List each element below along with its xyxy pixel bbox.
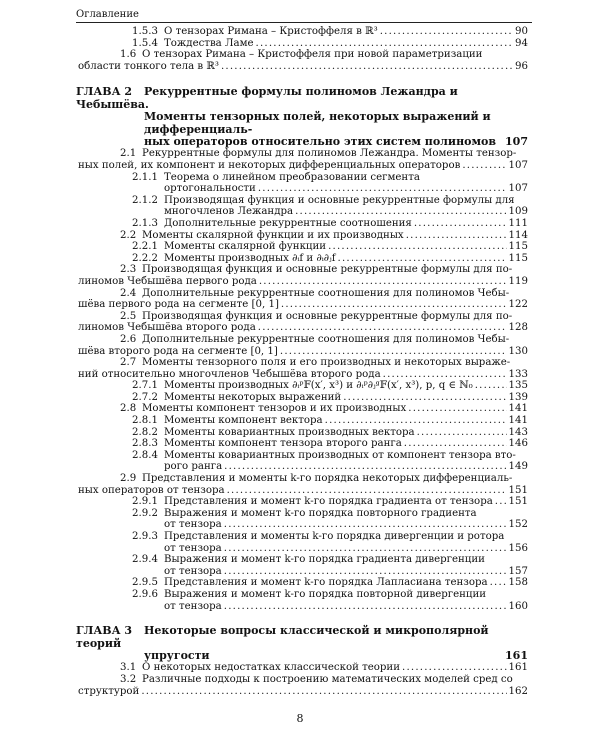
toc-entry-title: ных операторов от тензора — [78, 484, 225, 496]
toc-entry-number: 2.2.2 — [132, 252, 158, 264]
toc-entry[interactable] — [76, 253, 528, 265]
toc-page-number: 114 — [508, 229, 528, 241]
toc-entry[interactable] — [76, 473, 528, 496]
toc-page-number: 109 — [508, 206, 528, 218]
toc-entry[interactable] — [76, 380, 528, 392]
toc-chapter[interactable] — [76, 86, 528, 148]
toc-entry-title: Представления и моменты k-го порядка дивергенции и ротора — [164, 531, 505, 542]
toc-page-number: 156 — [508, 542, 528, 554]
dot-leader — [280, 346, 507, 358]
toc-entry[interactable] — [76, 311, 528, 334]
toc-entry-number: 2.7.2 — [132, 391, 158, 403]
toc-entry-title: от тензора — [164, 519, 222, 531]
dot-leader — [490, 577, 507, 589]
toc-entry-title: шёва второго рода на сегменте [0, 1] — [78, 345, 278, 357]
toc-entry-title: линомов Чебышёва первого рода — [78, 275, 257, 287]
dot-leader — [475, 380, 507, 392]
toc-page-number: 143 — [508, 426, 528, 438]
header-rule — [76, 22, 532, 23]
dot-leader — [343, 392, 506, 404]
toc-entry-number: 2.6 — [120, 333, 137, 345]
toc-entry-title: Рекуррентные формулы полиномов Лежандра и Чебышёва. — [76, 85, 458, 111]
toc-entry-number: 2.5 — [120, 310, 137, 322]
toc-entry-title: Производящая функция и основные рекуррентные формулы для по- — [142, 310, 513, 322]
toc-entry-title: области тонкого тела в ℝ³ — [78, 60, 219, 72]
table-of-contents — [76, 26, 528, 697]
toc-entry-number: 2.9.4 — [132, 554, 158, 566]
toc-page-number: 149 — [508, 461, 528, 473]
toc-entry[interactable] — [76, 218, 528, 230]
toc-page-number: 160 — [508, 600, 528, 612]
toc-entry-title: Дополнительные рекуррентные соотношения для полиномов Чебы- — [142, 333, 510, 345]
toc-page-number: 128 — [508, 322, 528, 334]
toc-entry-title: многочленов Лежандра — [164, 206, 294, 218]
toc-entry-number: ГЛАВА 2 — [76, 85, 133, 99]
toc-entry[interactable] — [76, 496, 528, 508]
toc-page-number: 161 — [508, 662, 528, 674]
toc-entry[interactable] — [76, 403, 528, 415]
toc-entry-title: Различные подходы к построению математических моделей сред со — [142, 673, 513, 685]
toc-entry[interactable] — [76, 241, 528, 253]
toc-entry-number: 2.1.1 — [132, 171, 158, 183]
dot-leader — [406, 230, 507, 242]
toc-chapter[interactable] — [76, 625, 528, 662]
toc-entry-number: 2.7 — [120, 357, 137, 369]
toc-entry-number: 2.8.3 — [132, 438, 158, 450]
toc-entry-title: ний относительно многочленов Чебышёва второго рода — [78, 368, 381, 380]
toc-entry-title: Выражения и момент k-го порядка повторного градиента — [164, 507, 477, 519]
dot-leader — [408, 403, 506, 415]
dot-leader — [295, 206, 506, 218]
dot-leader — [224, 543, 507, 555]
toc-page-number: 96 — [515, 60, 528, 72]
toc-page-number: 111 — [508, 217, 528, 229]
toc-entry-number: 2.2.1 — [132, 241, 158, 253]
dot-leader — [462, 160, 506, 172]
toc-entry-number: 1.5.3 — [132, 26, 158, 37]
toc-entry[interactable] — [76, 392, 528, 404]
toc-entry[interactable] — [76, 589, 528, 612]
toc-entry-title: Представления и моменты k-го порядка некоторых дифференциаль- — [142, 473, 513, 485]
dot-leader — [258, 322, 507, 334]
toc-entry-number: 2.1.3 — [132, 217, 158, 229]
toc-entry[interactable] — [76, 438, 528, 450]
toc-entry-number: 2.1 — [120, 148, 137, 160]
toc-entry[interactable] — [76, 49, 528, 72]
toc-page-number: 135 — [508, 380, 528, 392]
dot-leader — [495, 496, 507, 508]
dot-leader — [221, 61, 513, 73]
dot-leader — [224, 601, 507, 613]
toc-entry-title: Производящая функция и основные рекуррентные формулы для — [164, 194, 515, 206]
toc-entry-title: О тензорах Римана – Кристоффеля при новой параметризации — [142, 49, 483, 61]
toc-entry-number: 2.7.1 — [132, 380, 158, 392]
dot-leader — [224, 519, 507, 531]
toc-entry-title: Представления и момент k-го порядка градиента от тензора — [164, 496, 493, 508]
toc-entry-number: 2.3 — [120, 264, 137, 276]
dot-leader — [259, 276, 507, 288]
toc-entry[interactable] — [76, 674, 528, 697]
toc-entry[interactable] — [76, 357, 528, 380]
toc-page-number: 107 — [508, 160, 528, 171]
toc-entry-number: 1.6 — [120, 49, 137, 61]
toc-entry-title: линомов Чебышёва второго рода — [78, 322, 256, 334]
toc-entry-title: от тензора — [164, 565, 222, 577]
toc-entry-title: шёва первого рода на сегменте [0, 1] — [78, 299, 279, 311]
toc-entry[interactable] — [76, 427, 528, 439]
dot-leader — [141, 686, 506, 698]
toc-entry-number: ГЛАВА 3 — [76, 624, 133, 638]
dot-leader — [380, 26, 513, 38]
dot-leader — [256, 38, 514, 50]
toc-entry-title: структурой — [78, 685, 140, 697]
dot-leader — [404, 438, 507, 450]
toc-entry-title: О тензорах Римана – Кристоффеля в ℝ³ — [164, 26, 378, 37]
toc-page-number: 162 — [508, 685, 528, 697]
toc-entry-title: ортогональности — [164, 183, 256, 195]
toc-entry[interactable] — [76, 38, 528, 50]
toc-page-number: 157 — [508, 565, 528, 577]
dot-leader — [227, 485, 507, 497]
toc-entry[interactable] — [76, 508, 528, 531]
page-number: 8 — [296, 712, 304, 725]
toc-entry[interactable] — [76, 577, 528, 589]
toc-page-number: 146 — [508, 438, 528, 450]
toc-entry-number: 1.5.4 — [132, 37, 158, 49]
running-header: Оглавление — [76, 9, 139, 20]
toc-entry[interactable] — [76, 334, 528, 357]
toc-entry-number: 3.2 — [120, 673, 137, 685]
toc-page-number: 122 — [508, 299, 528, 311]
toc-page-number: 161 — [505, 648, 528, 662]
toc-entry-title: Моменты компонент тензоров и их производных — [142, 403, 407, 415]
dot-leader — [383, 369, 507, 381]
dot-leader — [338, 253, 507, 265]
toc-entry-number: 2.1.2 — [132, 194, 158, 206]
toc-entry-number: 2.8.4 — [132, 449, 158, 461]
toc-entry-title: О некоторых недостатках классической теории — [142, 662, 401, 674]
dot-leader — [281, 299, 507, 311]
toc-entry[interactable] — [76, 554, 528, 577]
toc-entry-number: 2.9.6 — [132, 588, 158, 600]
toc-entry-title: Моменты тензорных полей, некоторых выражений и дифференциаль- — [144, 110, 491, 136]
toc-entry-number: 2.9 — [120, 473, 137, 485]
toc-entry-title: Дополнительные рекуррентные соотношения для полиномов Чебы- — [142, 287, 510, 299]
toc-entry-title: от тензора — [164, 542, 222, 554]
toc-entry[interactable] — [76, 450, 528, 473]
toc-entry-title: Моменты компонент вектора — [164, 415, 323, 427]
toc-entry-title: Дополнительные рекуррентные соотношения — [164, 217, 412, 229]
toc-entry-title: Моменты скалярной функции и их производных — [142, 229, 404, 241]
toc-entry-title: Производящая функция и основные рекуррентные формулы для по- — [142, 264, 513, 276]
toc-entry-title: ных операторов относительно этих систем полиномов — [144, 135, 497, 148]
toc-entry-number: 2.8 — [120, 403, 137, 415]
dot-leader — [258, 183, 507, 195]
toc-entry[interactable] — [76, 288, 528, 311]
toc-entry-number: 2.4 — [120, 287, 137, 299]
toc-entry-title: Моменты производных ∂ᵢf и ∂ᵢ∂ⱼf — [164, 252, 336, 264]
toc-entry[interactable] — [76, 230, 528, 242]
toc-page-number: 139 — [508, 391, 528, 403]
toc-page-number: 158 — [508, 577, 528, 589]
toc-entry-number: 2.8.2 — [132, 426, 158, 438]
toc-entry-title: ных полей, их компонент и некоторых дифференциальных операторов — [78, 160, 461, 171]
toc-entry[interactable] — [76, 172, 528, 195]
toc-entry-number: 2.9.2 — [132, 507, 158, 519]
toc-page-number: 141 — [508, 403, 528, 415]
toc-page-number: 133 — [508, 368, 528, 380]
toc-entry[interactable] — [76, 148, 528, 171]
dot-leader — [328, 241, 506, 253]
toc-entry-title: от тензора — [164, 600, 222, 612]
toc-entry-number: 2.9.5 — [132, 577, 158, 589]
toc-entry-title: рого ранга — [164, 461, 223, 473]
toc-page-number: 90 — [515, 26, 528, 37]
toc-page-number: 115 — [508, 252, 528, 264]
toc-page-number: 152 — [508, 519, 528, 531]
dot-leader — [417, 427, 507, 439]
dot-leader — [325, 415, 507, 427]
toc-entry-title: Выражения и момент k-го порядка повторной дивергенции — [164, 588, 487, 600]
dot-leader — [402, 662, 507, 674]
toc-entry[interactable] — [76, 662, 528, 674]
toc-entry-title: Теорема о линейном преобразовании сегмента — [164, 171, 420, 183]
toc-page-number: 130 — [508, 345, 528, 357]
dot-leader — [414, 218, 507, 230]
toc-entry-number: 3.1 — [120, 662, 137, 674]
toc-entry-title: Рекуррентные формулы для полиномов Лежандра. Моменты тензор- — [142, 148, 517, 160]
toc-entry-title: Моменты скалярной функции — [164, 241, 327, 253]
toc-entry[interactable] — [76, 415, 528, 427]
toc-page-number: 151 — [508, 484, 528, 496]
toc-entry-title: упругости — [144, 648, 210, 662]
toc-entry-title: Выражения и момент k-го порядка градиента дивергенции — [164, 554, 485, 566]
toc-entry-title: Моменты тензорного поля и его производных и некоторых выраже- — [142, 357, 511, 369]
toc-entry-title: Тождества Ламе — [164, 37, 254, 49]
toc-entry-title: Некоторые вопросы классической и микрополярной теорий — [76, 624, 489, 650]
toc-page-number: 107 — [505, 135, 528, 148]
toc-entry[interactable] — [76, 195, 528, 218]
toc-entry-number: 2.8.1 — [132, 415, 158, 427]
toc-entry-number: 2.9.1 — [132, 496, 158, 508]
toc-page-number: 141 — [508, 415, 528, 427]
toc-page-number: 94 — [515, 37, 528, 49]
toc-entry-title: Моменты производных ∂ᵢᵖ𝔽(x′, x³) и ∂ᵢᵖ∂ⱼᵍ𝔽(x′, x³), p, q ∈ ℕ₀ — [164, 380, 473, 392]
toc-entry-title: Моменты компонент тензора второго ранга — [164, 438, 402, 450]
dot-leader — [224, 461, 506, 473]
toc-entry-title: Моменты ковариантных производных от компонент тензора вто- — [164, 449, 516, 461]
toc-page-number: 107 — [508, 183, 528, 195]
toc-entry[interactable] — [76, 26, 528, 38]
toc-entry[interactable] — [76, 264, 528, 287]
toc-entry-title: Представления и момент k-го порядка Лапласиана тензора — [164, 577, 488, 589]
dot-leader — [224, 566, 507, 578]
toc-entry-title: Моменты ковариантных производных вектора — [164, 426, 415, 438]
toc-page-number: 151 — [508, 496, 528, 508]
toc-page-number: 119 — [508, 275, 528, 287]
toc-entry-title: Моменты некоторых выражений — [164, 391, 342, 403]
toc-entry[interactable] — [76, 531, 528, 554]
toc-entry-number: 2.9.3 — [132, 531, 158, 542]
toc-page-number: 115 — [508, 241, 528, 253]
toc-entry-number: 2.2 — [120, 229, 137, 241]
